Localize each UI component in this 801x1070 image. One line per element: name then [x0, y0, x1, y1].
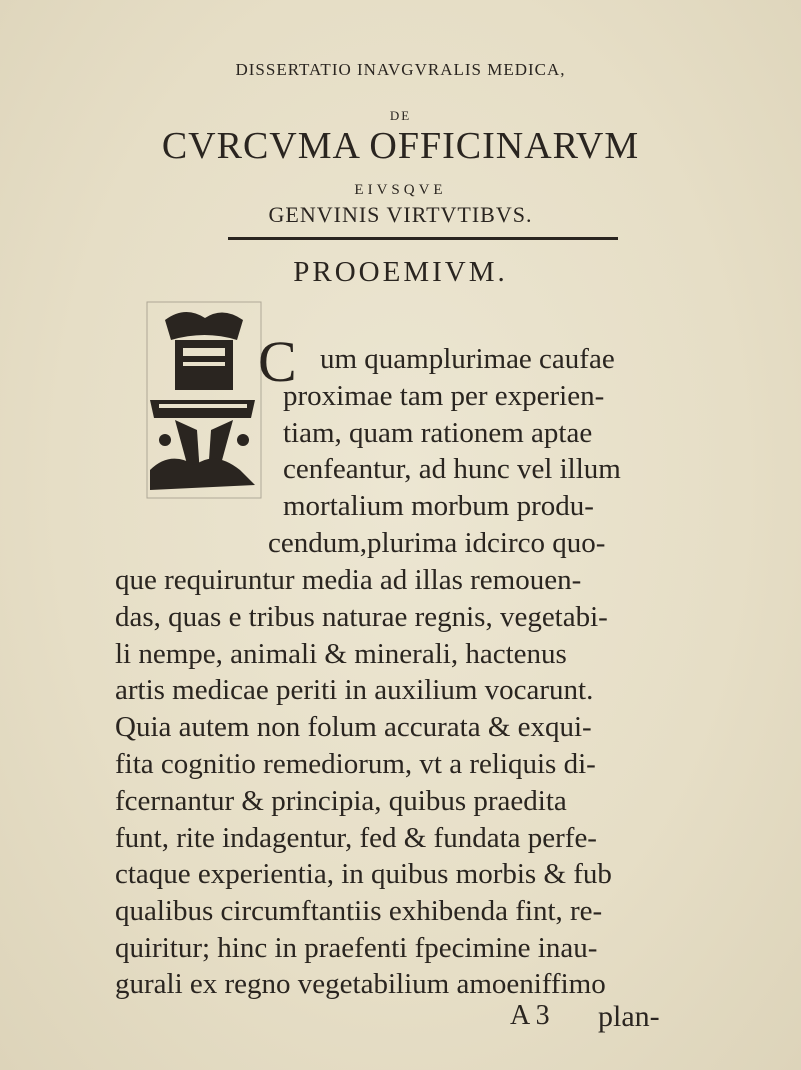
text-line: fita cognitio remediorum, vt a reliquis di-: [115, 748, 596, 780]
text-line: tiam, quam rationem aptae: [283, 417, 593, 449]
heading-subtitle: GENVINIS VIRTVTIBVS.: [268, 202, 533, 227]
woodcut-initial-ornament-icon: [145, 300, 263, 500]
section-heading: PROOEMIVM.: [293, 256, 508, 288]
text-line: li nempe, animali & minerali, hactenus: [115, 638, 567, 670]
text-line: um quamplurimae caufae: [320, 343, 615, 375]
text-line: fcernantur & principia, quibus praedita: [115, 785, 567, 817]
text-line: qualibus circumftantiis exhibenda fint, re-: [115, 895, 603, 927]
text-line: funt, rite indagentur, fed & fundata perfe-: [115, 822, 597, 854]
text-line: cendum,plurima idcirco quo-: [268, 527, 606, 559]
running-title: DISSERTATIO INAVGVRALIS MEDICA,: [235, 60, 566, 79]
text-line: Quia autem non folum accurata & exqui-: [115, 711, 592, 743]
drop-cap: C: [258, 329, 297, 394]
text-line: ctaque experientia, in quibus morbis & fub: [115, 858, 612, 890]
signature-mark: A 3: [510, 1000, 550, 1031]
text-line: cenfeantur, ad hunc vel illum: [283, 453, 621, 485]
text-line: que requiruntur media ad illas remouen-: [115, 564, 582, 596]
text-line: quiritur; hinc in praefenti fpecimine inau-: [115, 932, 598, 964]
page-title: CVRCVMA OFFICINARVM: [161, 125, 640, 167]
heading-eiusque: EIVSQVE: [354, 182, 447, 198]
text-line: gurali ex regno vegetabilium amoeniffimo: [115, 968, 606, 1000]
text-line: artis medicae periti in auxilium vocarunt.: [115, 674, 594, 706]
text-line: das, quas e tribus naturae regnis, vegetabi-: [115, 601, 608, 633]
catchword: plan-: [598, 1000, 660, 1033]
title-rule: [228, 237, 618, 240]
heading-de: DE: [389, 108, 412, 123]
text-line: proximae tam per experien-: [283, 380, 605, 412]
text-line: mortalium morbum produ-: [283, 490, 594, 522]
